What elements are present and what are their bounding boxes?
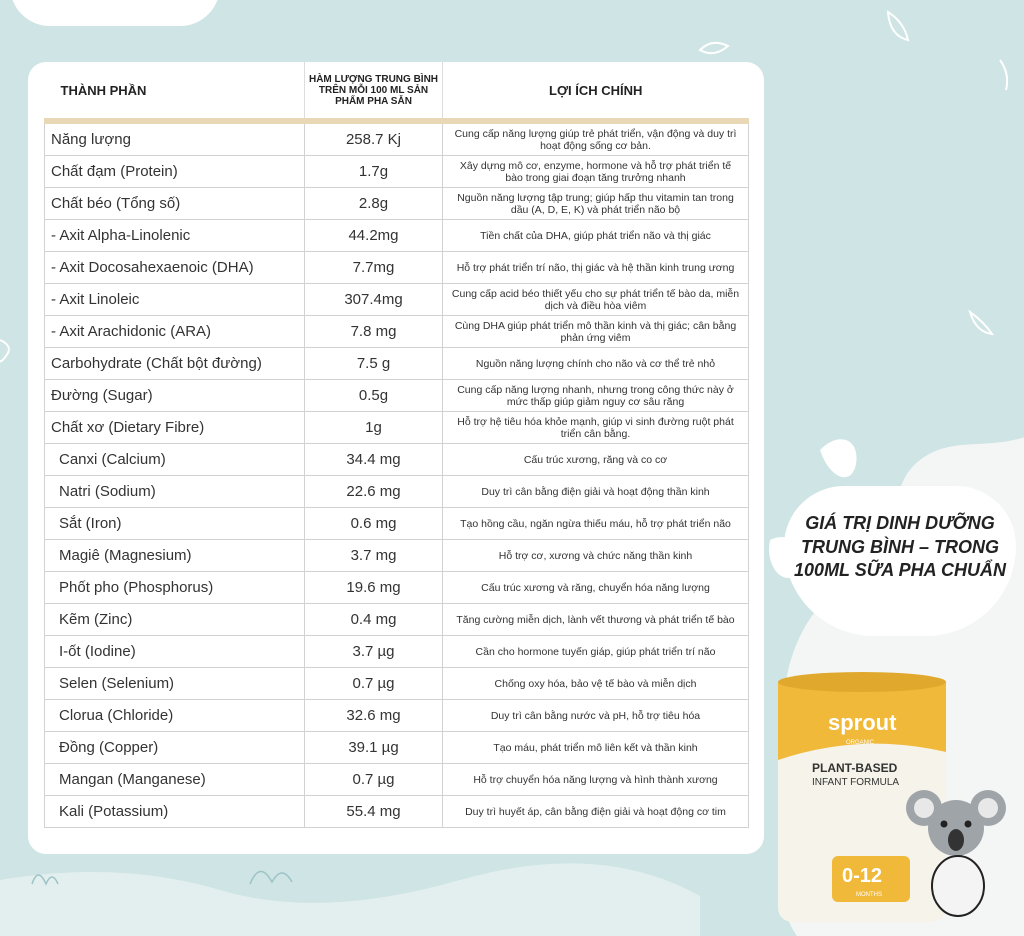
- nutrient-name: Natri (Sodium): [45, 476, 305, 508]
- table-row: [45, 636, 749, 668]
- table-row: [45, 220, 749, 252]
- nutrient-name: - Axit Linoleic: [45, 284, 305, 316]
- table-row: [45, 508, 749, 540]
- nutrient-benefit: Tăng cường miễn dịch, lành vết thương và phát triển tế bào: [443, 604, 749, 636]
- can-age: 0-12: [842, 865, 883, 887]
- header-ingredient: THÀNH PHẦN: [45, 62, 305, 121]
- nutrient-amount: 0.4 mg: [305, 604, 443, 636]
- nutrient-amount: 55.4 mg: [305, 796, 443, 828]
- nutrient-name: I-ốt (Iodine): [45, 636, 305, 668]
- nutrient-benefit: Cấu trúc xương và răng, chuyển hóa năng lượng: [443, 572, 749, 604]
- nutrient-benefit: Duy trì cân bằng điện giải và hoạt động thần kinh: [443, 476, 749, 508]
- table-header-row: [45, 62, 749, 121]
- table-row: [45, 380, 749, 412]
- product-can-image: [772, 668, 1012, 930]
- can-lid: [778, 672, 946, 692]
- nutrient-name: Selen (Selenium): [45, 668, 305, 700]
- nutrient-benefit: Tạo hồng cầu, ngăn ngừa thiếu máu, hỗ trợ phát triển não: [443, 508, 749, 540]
- nutrient-amount: 44.2mg: [305, 220, 443, 252]
- nutrient-name: Phốt pho (Phosphorus): [45, 572, 305, 604]
- nutrient-benefit: Nguồn năng lượng tập trung; giúp hấp thu vitamin tan trong dầu (A, D, E, K) và phát triển não bộ: [443, 188, 749, 220]
- nutrient-amount: 307.4mg: [305, 284, 443, 316]
- ground-wave: [0, 863, 700, 936]
- cloud-doodle: [0, 340, 9, 361]
- nutrient-name: Canxi (Calcium): [45, 444, 305, 476]
- nutrient-benefit: Hỗ trợ phát triển trí não, thị giác và hệ thần kinh trung ương: [443, 252, 749, 284]
- nutrient-benefit: Duy trì huyết áp, cân bằng điện giải và hoạt động cơ tim: [443, 796, 749, 828]
- nutrient-benefit: Cung cấp acid béo thiết yếu cho sự phát triển tế bào da, miễn dịch và điều hòa viêm: [443, 284, 749, 316]
- can-name-line1: PLANT-BASED: [812, 761, 898, 775]
- nutrient-amount: 0.6 mg: [305, 508, 443, 540]
- leaf-doodle-3: [970, 312, 992, 334]
- nutrient-amount: 0.5g: [305, 380, 443, 412]
- can-brand: sprout: [828, 710, 897, 735]
- promo-title: GIÁ TRỊ DINH DƯỠNG TRUNG BÌNH – TRONG 100ML SỮA PHA CHUẨN: [794, 513, 1006, 580]
- nutrition-table: [44, 62, 749, 828]
- table-row: [45, 732, 749, 764]
- nutrient-name: Năng lượng: [45, 121, 305, 156]
- nutrient-name: Đồng (Copper): [45, 732, 305, 764]
- header-benefit: LỢI ÍCH CHÍNH: [443, 62, 749, 121]
- table-row: [45, 444, 749, 476]
- table-row: [45, 121, 749, 156]
- nutrient-amount: 1.7g: [305, 156, 443, 188]
- nutrient-name: Sắt (Iron): [45, 508, 305, 540]
- nutrient-benefit: Nguồn năng lượng chính cho não và cơ thể trẻ nhỏ: [443, 348, 749, 380]
- nutrient-benefit: Cung cấp năng lượng nhanh, nhưng trong công thức này ở mức thấp giúp giảm nguy cơ sâu răng: [443, 380, 749, 412]
- plant-doodle-mid: [250, 871, 292, 884]
- table-row: [45, 348, 749, 380]
- nutrient-name: Đường (Sugar): [45, 380, 305, 412]
- leaf-doodle-2: [700, 43, 728, 53]
- nutrient-benefit: Cấu trúc xương, răng và co cơ: [443, 444, 749, 476]
- nutrient-amount: 0.7 µg: [305, 764, 443, 796]
- nutrient-amount: 7.8 mg: [305, 316, 443, 348]
- leaf-doodle-1: [888, 12, 908, 40]
- nutrient-amount: 34.4 mg: [305, 444, 443, 476]
- nutrient-benefit: Cùng DHA giúp phát triển mô thần kinh và thị giác; cân bằng phản ứng viêm: [443, 316, 749, 348]
- nutrient-benefit: Xây dựng mô cơ, enzyme, hormone và hỗ trợ phát triển tế bào trong giai đoạn tăng trưởng nhanh: [443, 156, 749, 188]
- table-row: [45, 604, 749, 636]
- nutrient-amount: 1g: [305, 412, 443, 444]
- nutrient-benefit: Cần cho hormone tuyến giáp, giúp phát triển trí não: [443, 636, 749, 668]
- table-row: [45, 572, 749, 604]
- nutrient-name: Chất xơ (Dietary Fibre): [45, 412, 305, 444]
- nutrient-benefit: Hỗ trợ cơ, xương và chức năng thần kinh: [443, 540, 749, 572]
- nutrient-name: - Axit Arachidonic (ARA): [45, 316, 305, 348]
- nutrient-benefit: Cung cấp năng lượng giúp trẻ phát triển, vận động và duy trì hoạt động sống cơ bản.: [443, 121, 749, 156]
- can-age-unit: MONTHS: [856, 892, 882, 898]
- nutrient-amount: 3.7 µg: [305, 636, 443, 668]
- nutrient-amount: 7.5 g: [305, 348, 443, 380]
- nutrient-benefit: Tạo máu, phát triển mô liên kết và thần kinh: [443, 732, 749, 764]
- nutrient-name: Chất béo (Tổng số): [45, 188, 305, 220]
- nutrient-name: Kẽm (Zinc): [45, 604, 305, 636]
- nutrient-benefit: Duy trì cân bằng nước và pH, hỗ trợ tiêu hóa: [443, 700, 749, 732]
- table-row: [45, 700, 749, 732]
- nutrient-name: Magiê (Magnesium): [45, 540, 305, 572]
- table-row: [45, 796, 749, 828]
- can-name-line2: INFANT FORMULA: [812, 777, 900, 788]
- table-row: [45, 668, 749, 700]
- nutrient-amount: 3.7 mg: [305, 540, 443, 572]
- nutrient-amount: 0.7 µg: [305, 668, 443, 700]
- nutrition-table-card: [28, 62, 764, 854]
- nutrient-benefit: Chống oxy hóa, bảo vệ tế bào và miễn dịch: [443, 668, 749, 700]
- nutrient-amount: 19.6 mg: [305, 572, 443, 604]
- nutrient-name: Clorua (Chloride): [45, 700, 305, 732]
- brand-logo-card: [10, 0, 220, 26]
- nutrient-benefit: Hỗ trợ chuyển hóa năng lượng và hình thành xương: [443, 764, 749, 796]
- table-row: [45, 156, 749, 188]
- header-amount: HÀM LƯỢNG TRUNG BÌNH TRÊN MỖI 100 ML SẢN PHẨM PHA SẴN: [305, 62, 443, 121]
- nutrient-amount: 39.1 µg: [305, 732, 443, 764]
- table-row: [45, 252, 749, 284]
- nutrient-name: Chất đạm (Protein): [45, 156, 305, 188]
- table-row: [45, 764, 749, 796]
- nutrient-name: - Axit Docosahexaenoic (DHA): [45, 252, 305, 284]
- table-body: [45, 121, 749, 828]
- table-row: [45, 412, 749, 444]
- nutrient-amount: 2.8g: [305, 188, 443, 220]
- nutrient-name: Mangan (Manganese): [45, 764, 305, 796]
- nutrient-name: Carbohydrate (Chất bột đường): [45, 348, 305, 380]
- table-row: [45, 284, 749, 316]
- table-row: [45, 540, 749, 572]
- nutrient-name: - Axit Alpha-Linolenic: [45, 220, 305, 252]
- can-brand-sub: ORGANIC: [846, 740, 875, 746]
- nutrient-name: Kali (Potassium): [45, 796, 305, 828]
- leaf-doodle-4: [1000, 60, 1007, 90]
- nutrient-amount: 22.6 mg: [305, 476, 443, 508]
- table-row: [45, 188, 749, 220]
- nutrient-amount: 258.7 Kj: [305, 121, 443, 156]
- nutrient-amount: 32.6 mg: [305, 700, 443, 732]
- nutrient-benefit: Tiền chất của DHA, giúp phát triển não và thị giác: [443, 220, 749, 252]
- nutrient-benefit: Hỗ trợ hệ tiêu hóa khỏe mạnh, giúp vi sinh đường ruột phát triển cân bằng.: [443, 412, 749, 444]
- nutrient-amount: 7.7mg: [305, 252, 443, 284]
- table-row: [45, 316, 749, 348]
- table-row: [45, 476, 749, 508]
